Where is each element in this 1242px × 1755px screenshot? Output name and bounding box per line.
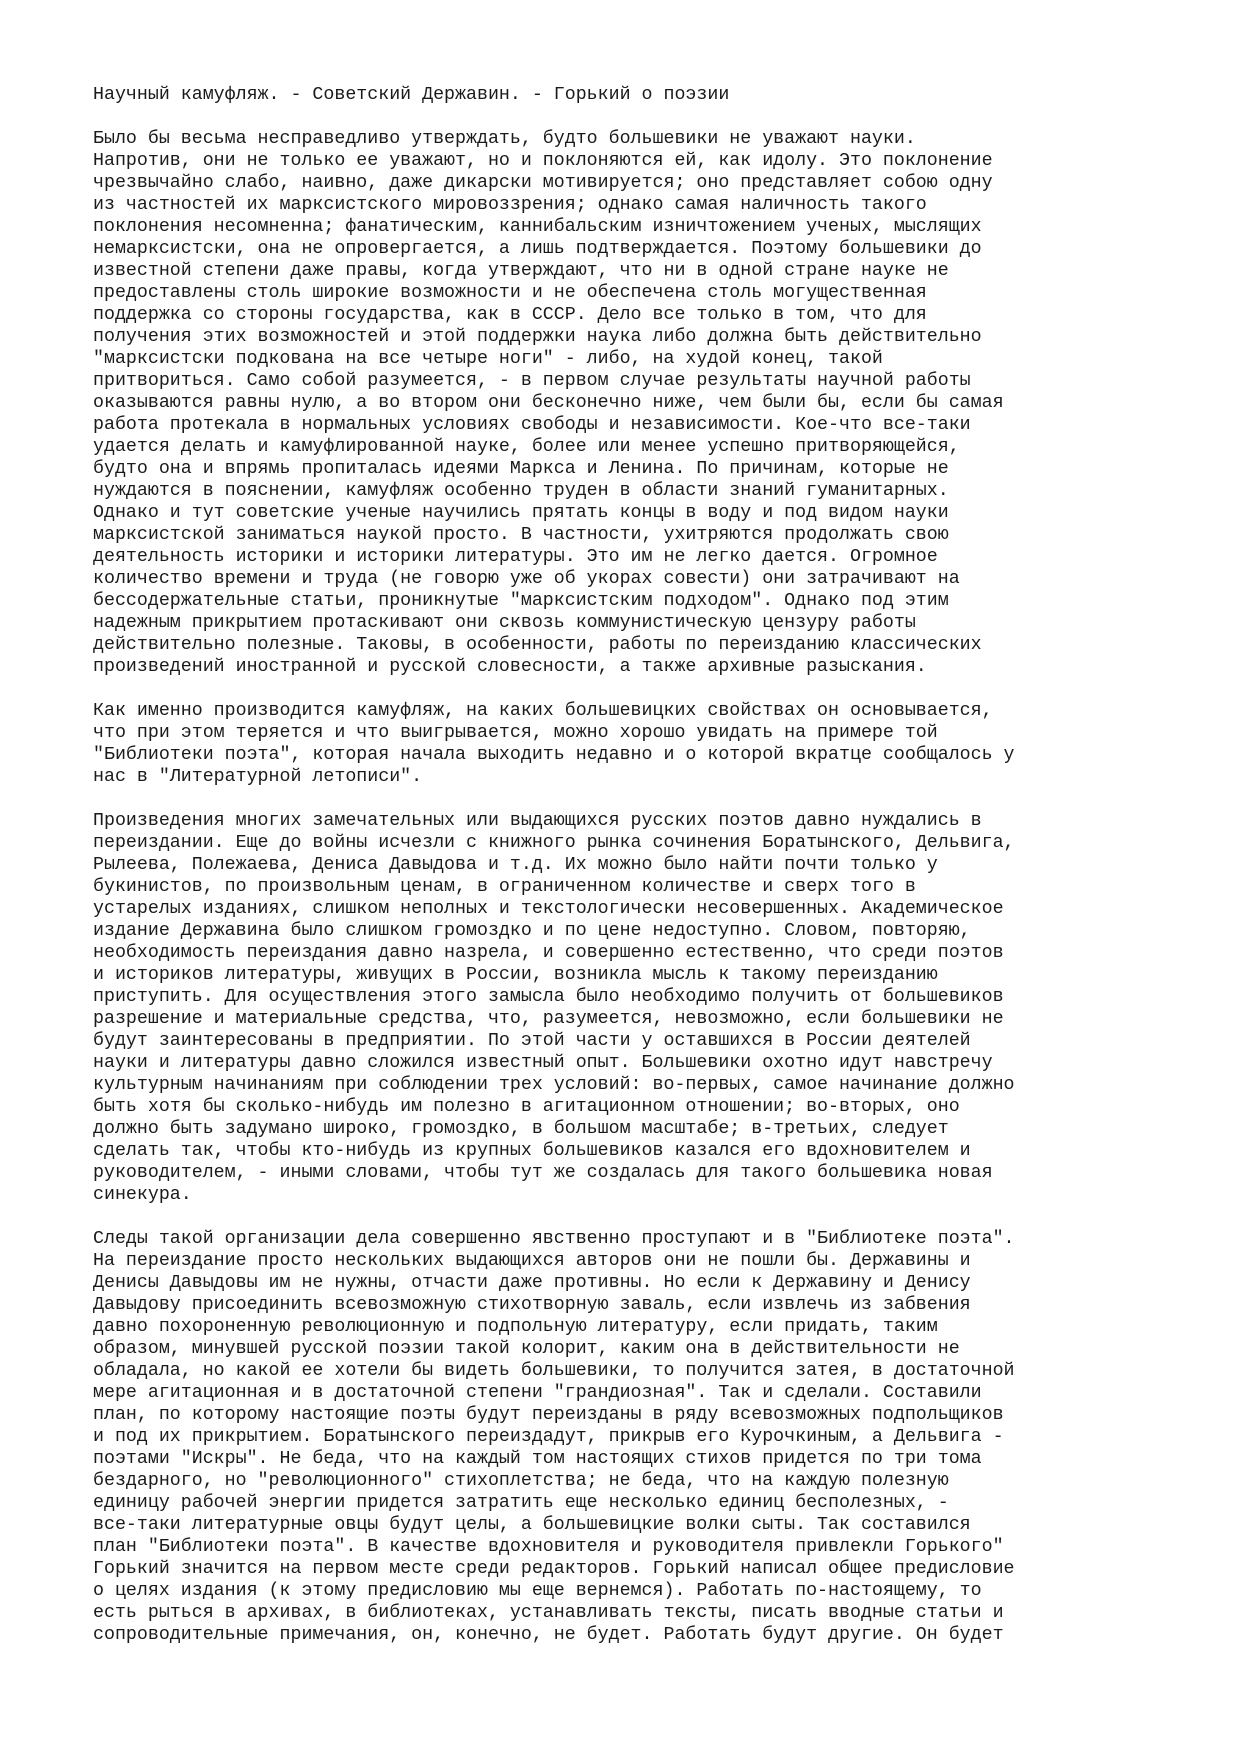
paragraph [93,128,1193,678]
text-line: Горький значится на первом месте среди редакторов. Горький написал общее предисловие [93,1559,1015,1579]
text-line: удается делать и камуфлированной науке, более или менее успешно притворяющейся, [93,437,960,457]
text-line: оказываются равны нулю, а во втором они бесконечно ниже, чем были бы, если бы самая [93,393,1004,413]
text-line: обладала, но какой ее хотели бы видеть большевики, то получится затея, в достаточной [93,1361,1015,1381]
text-line: будут заинтересованы в предприятии. По этой части у оставшихся в России деятелей [93,1031,971,1051]
document-title: Научный камуфляж. - Советский Державин. - Горький о поэзии [93,85,730,105]
text-line: поддержка со стороны государства, как в СССР. Дело все только в том, что для [93,305,927,325]
text-line: мере агитационная и в достаточной степени "грандиозная". Так и сделали. Составили [93,1383,982,1403]
text-line: план "Библиотеки поэта". В качестве вдохновителя и руководителя привлекли Горького" [93,1537,1004,1557]
text-line: Как именно производится камуфляж, на каких большевицких свойствах он основывается, [93,701,993,721]
text-line: науки и литературы давно сложился известный опыт. Большевики охотно идут навстречу [93,1053,993,1073]
text-line: Произведения многих замечательных или выдающихся русских поэтов давно нуждались в [93,811,982,831]
text-line: деятельность историки и историки литературы. Это им не легко дается. Огромное [93,547,938,567]
text-line: "Библиотеки поэта", которая начала выходить недавно и о которой вкратце сообщалось у [93,745,1015,765]
text-line: "марксистски подкована на все четыре ноги" - либо, на худой конец, такой [93,349,883,369]
text-line: марксистской заниматься наукой просто. В частности, ухитряются продолжать свою [93,525,949,545]
text-line: Напротив, они не только ее уважают, но и поклоняются ей, как идолу. Это поклонение [93,151,993,171]
paragraph [93,1228,1193,1646]
text-line: приступить. Для осуществления этого замысла было необходимо получить от большевиков [93,987,1004,1007]
text-line: сопроводительные примечания, он, конечно, не будет. Работать будут другие. Он будет [93,1625,1004,1645]
text-line: известной степени даже правы, когда утверждают, что ни в одной стране науке не [93,261,949,281]
text-line: количество времени и труда (не говорю уже об укорах совести) они затрачивают на [93,569,960,589]
text-line: переиздании. Еще до войны исчезли с книжного рынка сочинения Боратынского, Дельвига, [93,833,1015,853]
text-line: что при этом теряется и что выигрывается, можно хорошо увидать на примере той [93,723,938,743]
text-line: На переиздание просто нескольких выдающихся авторов они не пошли бы. Державины и [93,1251,971,1271]
text-line: Давыдову присоединить всевозможную стихотворную заваль, если извлечь из забвения [93,1295,971,1315]
text-line: культурным начинаниям при соблюдении трех условий: во-первых, самое начинание должно [93,1075,1015,1095]
paragraph-list [93,128,1193,1646]
text-line: Денисы Давыдовы им не нужны, отчасти даже противны. Но если к Державину и Денису [93,1273,971,1293]
text-line: бездарного, но "революционного" стихоплетства; не беда, что на каждую полезную [93,1471,949,1491]
text-line: действительно полезные. Таковы, в особенности, работы по переизданию классических [93,635,982,655]
text-line: образом, минувшей русской поэзии такой колорит, каким она в действительности не [93,1339,960,1359]
text-line: нуждаются в пояснении, камуфляж особенно труден в области знаний гуманитарных. [93,481,949,501]
text-line: издание Державина было слишком громоздко и по цене недоступно. Словом, повторяю, [93,921,971,941]
text-line: о целях издания (к этому предисловию мы еще вернемся). Работать по-настоящему, то [93,1581,982,1601]
text-line: получения этих возможностей и этой поддержки наука либо должна быть действительно [93,327,982,347]
text-line: сделать так, чтобы кто-нибудь из крупных большевиков казался его вдохновителем и [93,1141,971,1161]
text-line: произведений иностранной и русской словесности, а также архивные разыскания. [93,657,927,677]
text-line: есть рыться в архивах, в библиотеках, устанавливать тексты, писать вводные статьи и [93,1603,1004,1623]
paragraph [93,700,1193,788]
text-line: синекура. [93,1185,192,1205]
text-line: предоставлены столь широкие возможности и не обеспечена столь могущественная [93,283,927,303]
text-line: притвориться. Само собой разумеется, - в первом случае результаты научной работы [93,371,971,391]
text-line: букинистов, по произвольным ценам, в ограниченном количестве и сверх того в [93,877,916,897]
text-line: из частностей их марксистского мировоззрения; однако самая наличность такого [93,195,927,215]
text-line: надежным прикрытием протаскивают они сквозь коммунистическую цензуру работы [93,613,916,633]
text-line: немарксистски, она не опровергается, а лишь подтверждается. Поэтому большевики до [93,239,982,259]
document-body [93,84,1193,1668]
text-line: давно похороненную революционную и подпольную литературу, если придать, таким [93,1317,938,1337]
text-line: и под их прикрытием. Боратынского переиздадут, прикрыв его Курочкиным, а Дельвига - [93,1427,1004,1447]
text-line: быть хотя бы сколько-нибудь им полезно в агитационном отношении; во-вторых, оно [93,1097,960,1117]
text-line: и историков литературы, живущих в России, возникла мысль к такому переизданию [93,965,938,985]
text-line: поэтами "Искры". Не беда, что на каждый том настоящих стихов придется по три тома [93,1449,982,1469]
paragraph [93,810,1193,1206]
text-line: руководителем, - иными словами, чтобы тут же создалась для такого большевика новая [93,1163,993,1183]
text-line: чрезвычайно слабо, наивно, даже дикарски мотивируется; оно представляет собою одну [93,173,993,193]
text-line: единицу рабочей энергии придется затратить еще несколько единиц бесполезных, - [93,1493,949,1513]
text-line: нас в "Литературной летописи". [93,767,423,787]
text-line: Было бы весьма несправедливо утверждать, будто большевики не уважают науки. [93,129,916,149]
text-line: работа протекала в нормальных условиях свободы и независимости. Кое-что все-таки [93,415,971,435]
text-line: план, по которому настоящие поэты будут переизданы в ряду всевозможных подпольщиков [93,1405,1004,1425]
text-line: Однако и тут советские ученые научились прятать концы в воду и под видом науки [93,503,949,523]
text-line: разрешение и материальные средства, что, разумеется, невозможно, если большевики не [93,1009,1004,1029]
text-line: устарелых изданиях, слишком неполных и текстологически несовершенных. Академическое [93,899,1004,919]
text-line: Следы такой организации дела совершенно явственно проступают и в "Библиотеке поэта". [93,1229,1015,1249]
text-line: бессодержательные статьи, проникнутые "марксистским подходом". Однако под этим [93,591,949,611]
text-line: Рылеева, Полежаева, Дениса Давыдова и т.д. Их можно было найти почти только у [93,855,938,875]
text-line: необходимость переиздания давно назрела, и совершенно естественно, что среди поэтов [93,943,1004,963]
text-line: все-таки литературные овцы будут целы, а большевицкие волки сыты. Так составился [93,1515,971,1535]
text-line: поклонения несомненна; фанатическим, каннибальским изничтожением ученых, мыслящих [93,217,982,237]
text-line: будто она и впрямь пропиталась идеями Маркса и Ленина. По причинам, которые не [93,459,949,479]
text-line: должно быть задумано широко, громоздко, в большом масштабе; в-третьих, следует [93,1119,949,1139]
